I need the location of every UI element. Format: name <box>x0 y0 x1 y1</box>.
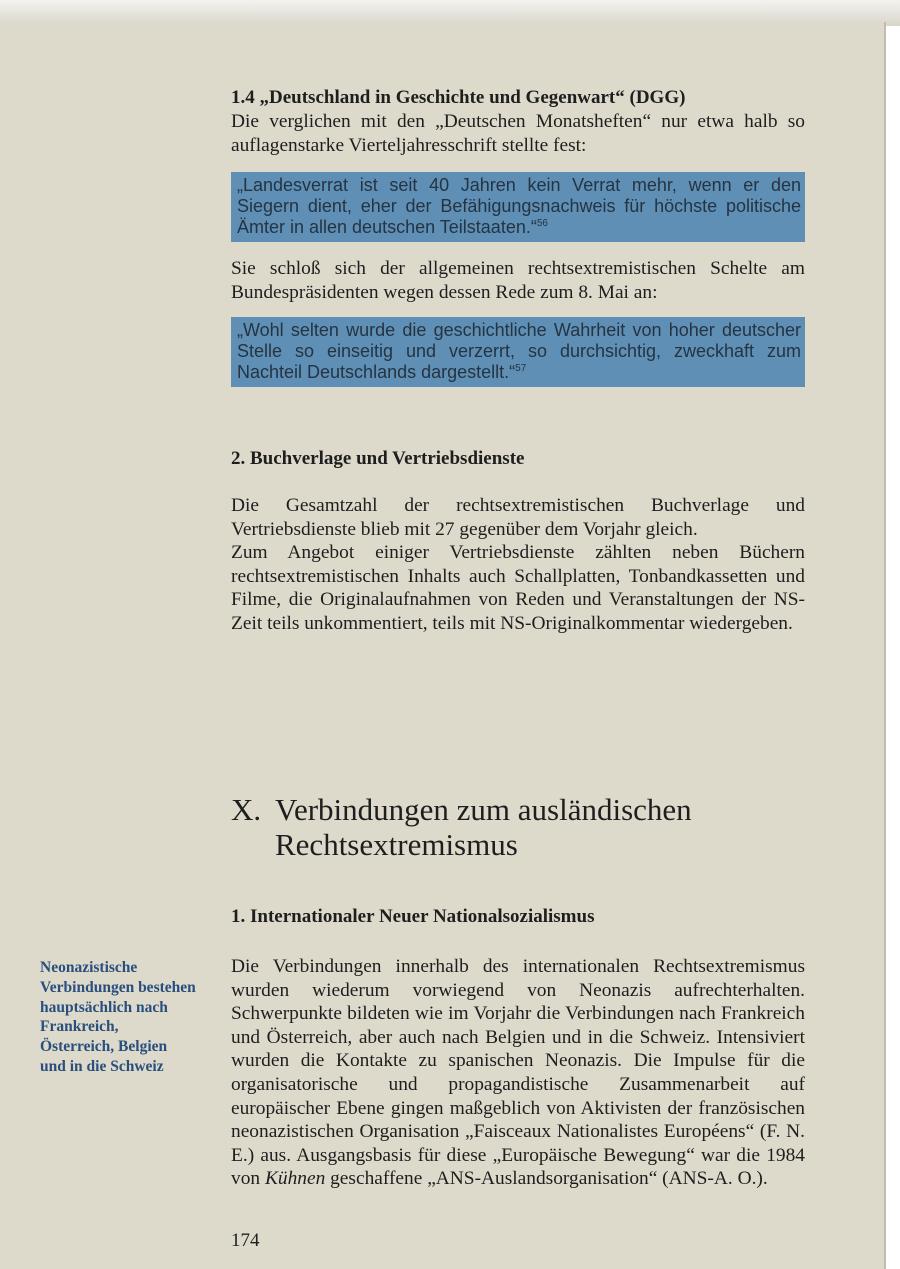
section-1-4-middle <box>231 257 805 304</box>
section-2 <box>231 447 805 471</box>
highlighted-quote <box>231 317 805 387</box>
section-x-1-body <box>231 955 805 1191</box>
page-edge-shadow <box>884 22 886 1269</box>
paragraph: Die verglichen mit den „Deutschen Monatsheften“ nur etwa halb so auflagenstarke Vierteljahresschrift stellte fest: <box>231 111 805 156</box>
page-number: 174 <box>231 1230 260 1251</box>
paragraph-text: Die Verbindungen innerhalb des internationalen Rechtsextremismus wurden wiederum vorwiegend von Neonazis aufrechterhalten. Schwerpunkte bildeten wie im Vorjahr die Verbindungen nach Frankreich und Österreich, aber auch nach Belgien und in die Schweiz. Intensiviert wurden die Kontakte zu spanischen Neonazis. Die Impulse für die organisatorische und propagandistische Zusammenarbeit auf europäischer Ebene gingen maßgeblich von Aktivisten der französischen neonazistischen Organisation „Faisceaux Nationalistes Européens“ (F. N. E.) aus. Ausgangsbasis für diese „Europäische Bewegung“ war die 1984 von <box>231 956 805 1190</box>
chapter-number: X. <box>231 792 262 827</box>
section-x-1 <box>231 905 805 929</box>
person-name: Kühnen <box>264 1168 326 1190</box>
paragraph: Sie schloß sich der allgemeinen rechtsextremistischen Schelte am Bundespräsidenten wegen dessen Rede zum 8. Mai an: <box>231 258 805 303</box>
quote-text: „Wohl selten wurde die geschichtliche Wahrheit von hoher deutscher Stelle so einseitig und verzerrt, so durchsichtig, zweckhaft zum Nachteil Deutschlands dargestellt.“ <box>237 320 801 382</box>
chapter-title-line1: Verbindungen zum ausländischen <box>275 792 692 827</box>
highlighted-quote <box>231 172 805 242</box>
section-1-4 <box>231 86 805 157</box>
footnote-marker: 56 <box>536 218 548 229</box>
margin-note: Neonazistische Verbindungen bestehen hauptsächlich nach Frankreich, Österreich, Belgien und in die Schweiz <box>40 959 196 1075</box>
paragraph: Zum Angebot einiger Vertriebsdienste zählten neben Büchern rechtsextremistischen Inhalts auch Schallplatten, Tonbandkassetten und Filme, die Originalaufnahmen von Reden und Veranstaltungen der NS-Zeit teils unkommentiert, teils mit NS-Originalkommentar wiedergeben. <box>231 542 805 634</box>
quote-text: „Landesverrat ist seit 40 Jahren kein Verrat mehr, wenn er den Siegern dient, eher der Befähigungsnachweis für höchste politische Ämter in allen deutschen Teilstaaten.“ <box>237 175 801 237</box>
chapter-title-line2: Rechtsextremismus <box>275 827 518 862</box>
chapter-heading <box>231 792 831 862</box>
section-2-body <box>231 494 805 636</box>
section-heading: 1. Internationaler Neuer Nationalsozialismus <box>231 906 595 927</box>
paragraph <box>231 955 805 1191</box>
section-heading: 1.4 „Deutschland in Geschichte und Gegenwart“ (DGG) <box>231 87 686 108</box>
paragraph: Die Gesamtzahl der rechtsextremistischen Buchverlage und Vertriebsdienste blieb mit 27 gegenüber dem Vorjahr gleich. <box>231 495 805 540</box>
footnote-marker: 57 <box>515 363 527 374</box>
paragraph-text: geschaffene „ANS-Auslandsorganisation“ (ANS-A. O.). <box>325 1168 768 1190</box>
section-heading: 2. Buchverlage und Vertriebsdienste <box>231 448 525 469</box>
